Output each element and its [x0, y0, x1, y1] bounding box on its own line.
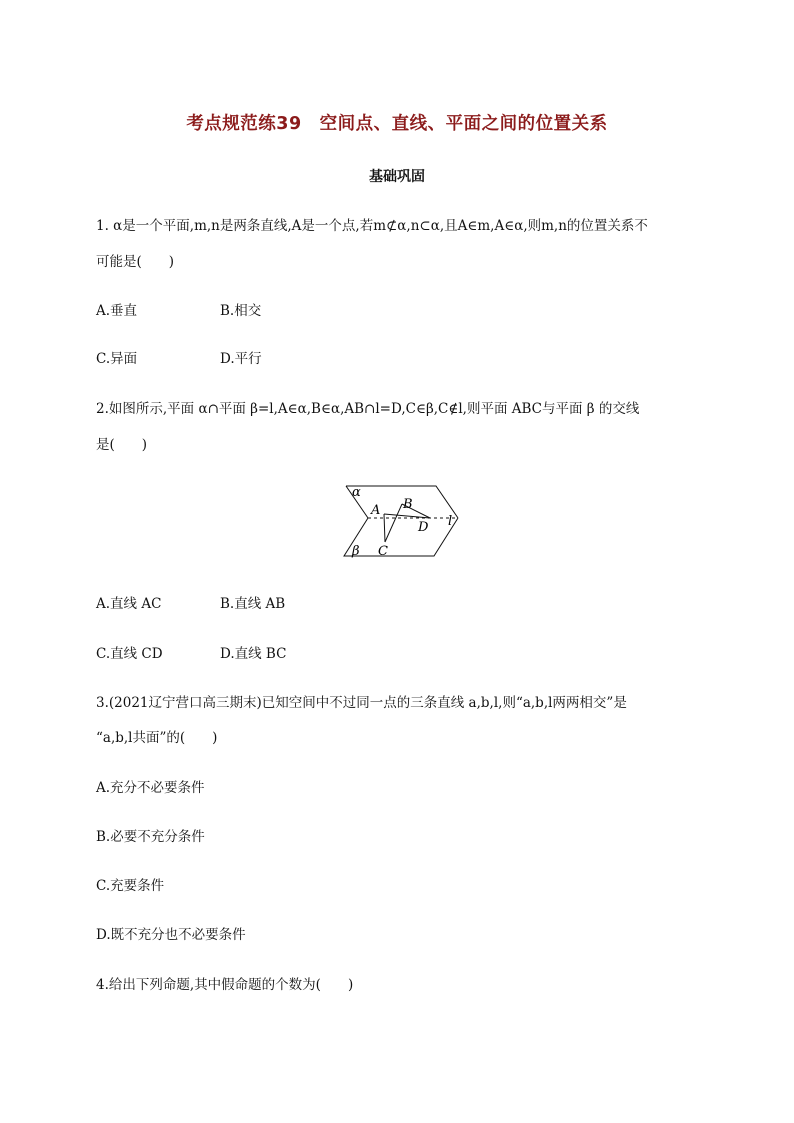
- question-3-text-cont: “a,b,l共面”的( ): [96, 730, 218, 746]
- line-ac: [384, 514, 385, 542]
- q2-option-c: C.直线 CD: [96, 646, 163, 662]
- question-3-text: 3.(2021辽宁营口高三期末)已知空间中不过同一点的三条直线 a,b,l,则“a,b,l两两相交”是: [96, 695, 627, 711]
- plane-alpha-edge: [346, 486, 458, 518]
- question-1-text-cont: 可能是( ): [96, 254, 175, 270]
- q3-option-a: A.充分不必要条件: [96, 780, 205, 796]
- question-1-text: 1. α是一个平面,m,n是两条直线,A是一个点,若m⊄α,n⊂α,且A∈m,A∈α,则m,n的位置关系不: [96, 218, 648, 234]
- q3-option-c: C.充要条件: [96, 878, 165, 894]
- q2-option-b: B.直线 AB: [220, 596, 286, 612]
- label-alpha: α: [352, 485, 361, 500]
- question-2-text-cont: 是( ): [96, 437, 148, 453]
- q1-option-d: D.平行: [220, 351, 262, 367]
- q3-option-b: B.必要不充分条件: [96, 829, 205, 845]
- q2-option-d: D.直线 BC: [220, 646, 287, 662]
- q1-option-c: C.异面: [96, 351, 138, 367]
- section-heading: 基础巩固: [369, 169, 425, 185]
- question-2-text: 2.如图所示,平面 α∩平面 β=l,A∈α,B∈α,AB∩l=D,C∈β,C∉l,则平面 ABC与平面 β 的交线: [96, 401, 640, 417]
- label-beta: β: [352, 544, 360, 559]
- label-d: D: [418, 520, 429, 535]
- plane-beta-edge: [344, 518, 458, 556]
- q3-option-d: D.既不充分也不必要条件: [96, 927, 246, 943]
- planes-figure: [334, 478, 464, 568]
- label-b: B: [403, 497, 413, 512]
- label-a: A: [371, 503, 381, 518]
- q2-option-a: A.直线 AC: [96, 596, 162, 612]
- line-bc: [385, 504, 402, 542]
- page-title: 考点规范练39 空间点、直线、平面之间的位置关系: [186, 114, 608, 134]
- label-c: C: [378, 544, 388, 559]
- label-l: l: [448, 514, 453, 529]
- q1-option-b: B.相交: [220, 303, 262, 319]
- q1-option-a: A.垂直: [96, 303, 138, 319]
- question-4-text: 4.给出下列命题,其中假命题的个数为( ): [96, 977, 354, 993]
